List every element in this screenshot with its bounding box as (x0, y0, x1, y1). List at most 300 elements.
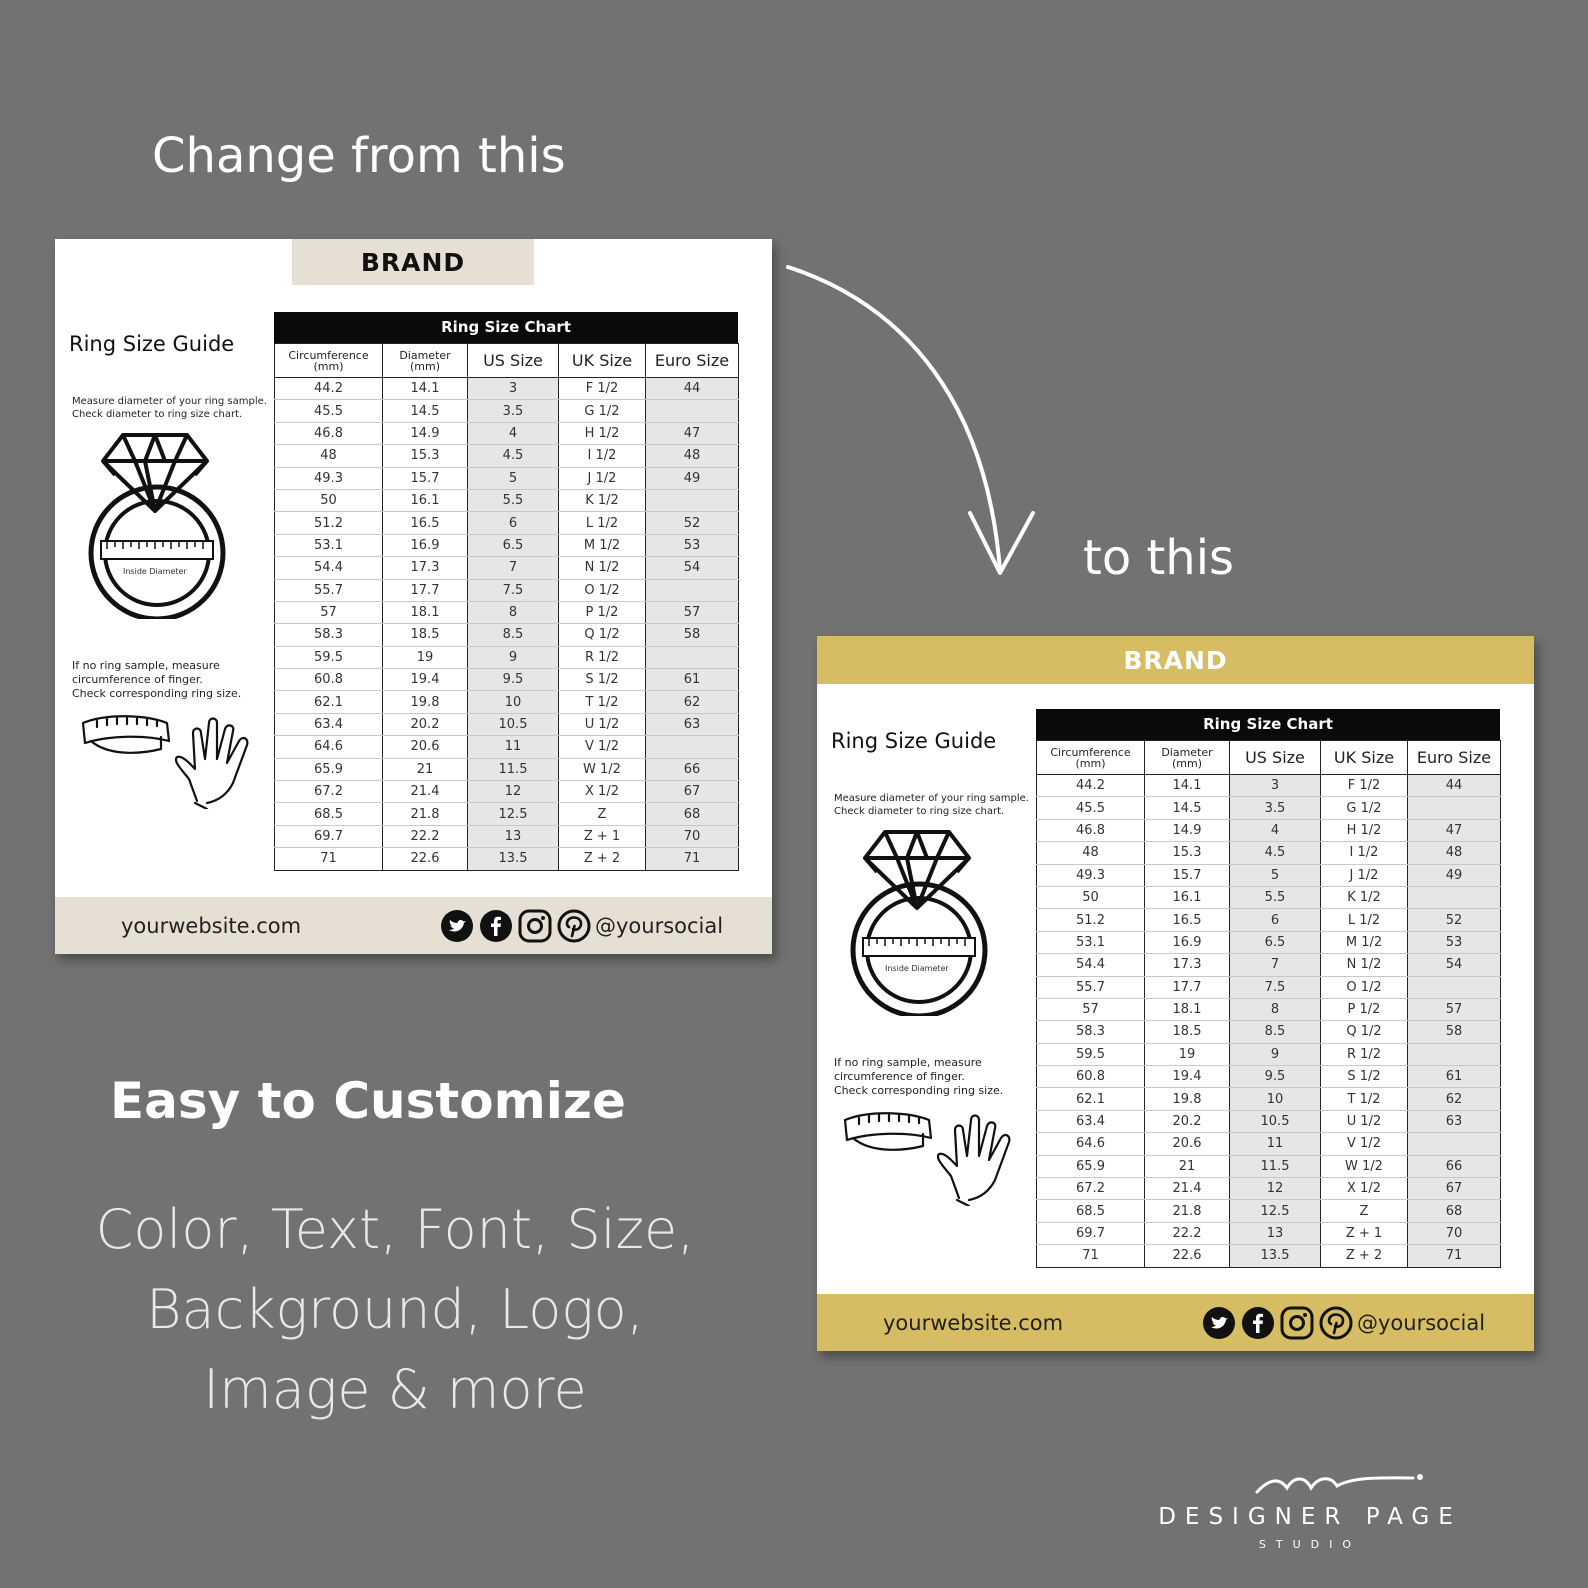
table-cell: V 1/2 (559, 736, 646, 758)
table-row (1037, 1245, 1501, 1267)
table-cell: 13 (468, 825, 559, 847)
column-header-us-size: US Size (468, 344, 559, 378)
table-cell: 17.3 (1145, 954, 1230, 976)
table-cell: 3.5 (1230, 797, 1321, 819)
table-cell: 18.5 (383, 624, 468, 646)
table-cell: R 1/2 (559, 646, 646, 668)
table-row (275, 624, 739, 646)
headline-to: to this (1083, 530, 1235, 586)
ring-size-chart (1036, 709, 1500, 1268)
table-cell: 60.8 (275, 669, 383, 691)
table-cell: 68.5 (275, 803, 383, 825)
feature-line: Color, Text, Font, Size, (95, 1198, 695, 1261)
table-cell: 54.4 (275, 557, 383, 579)
table-cell: 64.6 (275, 736, 383, 758)
table-cell: 3 (468, 378, 559, 400)
table-cell: 9.5 (468, 669, 559, 691)
table-cell: 16.5 (383, 512, 468, 534)
table-cell: 49.3 (1037, 864, 1145, 886)
table-cell: 8 (1230, 998, 1321, 1020)
table-cell: 67 (646, 781, 739, 803)
card-footer (55, 897, 772, 954)
table-cell: 61 (646, 669, 739, 691)
table-cell: F 1/2 (559, 378, 646, 400)
table-cell: 21.4 (383, 781, 468, 803)
logo-name: DESIGNER PAGE (1158, 1504, 1462, 1530)
table-cell: N 1/2 (1321, 954, 1408, 976)
table-cell: 14.5 (1145, 797, 1230, 819)
ring-size-table (274, 343, 739, 871)
table-cell: 15.3 (1145, 842, 1230, 864)
table-row (1037, 775, 1501, 797)
table-cell: 7 (468, 557, 559, 579)
table-cell: 67.2 (275, 781, 383, 803)
table-cell: 10.5 (1230, 1110, 1321, 1132)
pinterest-icon[interactable] (557, 909, 591, 943)
table-cell: 11.5 (468, 758, 559, 780)
table-row (275, 489, 739, 511)
table-cell: 13 (1230, 1222, 1321, 1244)
table-cell: W 1/2 (559, 758, 646, 780)
table-cell: 58.3 (275, 624, 383, 646)
inside-diameter-label: Inside Diameter (885, 964, 949, 973)
table-cell: 20.6 (383, 736, 468, 758)
table-cell: K 1/2 (559, 489, 646, 511)
table-row (275, 736, 739, 758)
table-row (1037, 886, 1501, 908)
measuring-tape-and-hand-icon (839, 1106, 1029, 1206)
table-row (1037, 1155, 1501, 1177)
table-cell: 55.7 (1037, 976, 1145, 998)
instruction-line: Measure diameter of your ring sample. (72, 396, 267, 407)
table-cell: 62 (646, 691, 739, 713)
table-cell: T 1/2 (1321, 1088, 1408, 1110)
table-row (275, 646, 739, 668)
table-cell: Z (559, 803, 646, 825)
table-row (1037, 819, 1501, 841)
table-cell: T 1/2 (559, 691, 646, 713)
table-cell: I 1/2 (1321, 842, 1408, 864)
facebook-icon[interactable] (479, 909, 513, 943)
table-cell (646, 646, 739, 668)
table-cell (646, 400, 739, 422)
table-cell: 3 (1230, 775, 1321, 797)
table-cell: 15.3 (383, 445, 468, 467)
table-row (275, 534, 739, 556)
table-cell: Z + 1 (559, 825, 646, 847)
table-cell: 44 (1408, 775, 1501, 797)
table-cell: 63 (1408, 1110, 1501, 1132)
table-cell: G 1/2 (559, 400, 646, 422)
table-cell: 52 (1408, 909, 1501, 931)
table-cell: 18.1 (383, 601, 468, 623)
table-row (275, 512, 739, 534)
table-cell: 66 (646, 758, 739, 780)
easy-to-customize-heading: Easy to Customize (110, 1072, 626, 1130)
table-cell: 57 (646, 601, 739, 623)
table-cell: 11 (468, 736, 559, 758)
table-cell: 14.9 (1145, 819, 1230, 841)
table-row (1037, 931, 1501, 953)
ring-instructions (834, 792, 1029, 818)
feature-line: Image & more (203, 1358, 587, 1421)
table-cell: 53.1 (1037, 931, 1145, 953)
table-cell: 44.2 (275, 378, 383, 400)
guide-title: Ring Size Guide (831, 729, 997, 753)
feature-line: Background, Logo, (146, 1278, 644, 1341)
table-cell: Q 1/2 (559, 624, 646, 646)
table-cell: 13.5 (1230, 1245, 1321, 1267)
table-cell: 55.7 (275, 579, 383, 601)
table-row (275, 467, 739, 489)
twitter-icon[interactable] (1202, 1306, 1236, 1340)
table-cell: 17.7 (1145, 976, 1230, 998)
table-cell: J 1/2 (1321, 864, 1408, 886)
table-cell: M 1/2 (559, 534, 646, 556)
table-cell: 8.5 (468, 624, 559, 646)
table-cell: L 1/2 (559, 512, 646, 534)
table-cell: 54.4 (1037, 954, 1145, 976)
table-cell: 8.5 (1230, 1021, 1321, 1043)
table-cell: 48 (1037, 842, 1145, 864)
table-cell (646, 579, 739, 601)
table-row (1037, 909, 1501, 931)
table-cell: 67.2 (1037, 1178, 1145, 1200)
table-row (1037, 1222, 1501, 1244)
table-cell: 21 (1145, 1155, 1230, 1177)
column-header-euro-size: Euro Size (646, 344, 739, 378)
table-cell: 13.5 (468, 848, 559, 870)
table-cell (1408, 976, 1501, 998)
table-cell: 71 (1037, 1245, 1145, 1267)
table-cell: 3.5 (468, 400, 559, 422)
table-cell: 22.2 (383, 825, 468, 847)
table-cell: F 1/2 (1321, 775, 1408, 797)
table-cell: H 1/2 (559, 422, 646, 444)
instagram-icon[interactable] (518, 909, 552, 943)
table-cell: 16.1 (1145, 886, 1230, 908)
table-cell (1408, 797, 1501, 819)
table-cell: 67 (1408, 1178, 1501, 1200)
table-cell: 64.6 (1037, 1133, 1145, 1155)
table-cell: 17.7 (383, 579, 468, 601)
table-cell: N 1/2 (559, 557, 646, 579)
table-row (1037, 954, 1501, 976)
table-cell: 16.5 (1145, 909, 1230, 931)
table-cell: J 1/2 (559, 467, 646, 489)
table-cell (646, 489, 739, 511)
chart-title: Ring Size Chart (274, 312, 738, 343)
table-cell: 20.6 (1145, 1133, 1230, 1155)
table-cell: 50 (275, 489, 383, 511)
table-cell: 21 (383, 758, 468, 780)
table-cell: M 1/2 (1321, 931, 1408, 953)
table-row (275, 803, 739, 825)
column-header-diameter: Diameter (mm) (383, 344, 468, 378)
table-cell: 8 (468, 601, 559, 623)
brand-band (292, 239, 534, 285)
table-cell: 50 (1037, 886, 1145, 908)
table-cell: 20.2 (1145, 1110, 1230, 1132)
website-link[interactable]: yourwebsite.com (121, 913, 302, 938)
table-row (275, 422, 739, 444)
column-header-circumference: Circumference (mm) (1037, 741, 1145, 775)
ring-size-card-customized (817, 636, 1534, 1351)
table-cell: 49.3 (275, 467, 383, 489)
table-cell: 53 (646, 534, 739, 556)
table-cell: 63 (646, 713, 739, 735)
table-row (275, 400, 739, 422)
table-cell: 63.4 (1037, 1110, 1145, 1132)
table-cell (1408, 886, 1501, 908)
table-cell: 16.9 (383, 534, 468, 556)
website-link[interactable]: yourwebsite.com (883, 1310, 1064, 1335)
table-row (275, 781, 739, 803)
table-cell: 6 (468, 512, 559, 534)
table-cell: 61 (1408, 1066, 1501, 1088)
table-row (275, 691, 739, 713)
table-cell: 71 (1408, 1245, 1501, 1267)
social-handle[interactable]: @yoursocial (1357, 1310, 1486, 1335)
table-cell: 14.1 (383, 378, 468, 400)
curved-arrow-icon (780, 255, 1060, 585)
table-cell: 58.3 (1037, 1021, 1145, 1043)
table-body (1037, 775, 1501, 1268)
table-cell: O 1/2 (559, 579, 646, 601)
table-cell: 4.5 (1230, 842, 1321, 864)
social-icons (440, 909, 591, 943)
table-cell: H 1/2 (1321, 819, 1408, 841)
table-cell: Q 1/2 (1321, 1021, 1408, 1043)
column-header-us-size: US Size (1230, 741, 1321, 775)
table-cell: 5.5 (1230, 886, 1321, 908)
column-header-uk-size: UK Size (559, 344, 646, 378)
instruction-line: circumference of finger. (72, 673, 203, 686)
table-cell: K 1/2 (1321, 886, 1408, 908)
measuring-tape-and-hand-icon (77, 709, 267, 809)
table-cell: 4.5 (468, 445, 559, 467)
table-cell: 15.7 (383, 467, 468, 489)
table-cell (1408, 1133, 1501, 1155)
table-row (1037, 1021, 1501, 1043)
table-cell: I 1/2 (559, 445, 646, 467)
brand-band (817, 636, 1534, 684)
table-cell: 49 (1408, 864, 1501, 886)
table-cell: 17.3 (383, 557, 468, 579)
table-cell: O 1/2 (1321, 976, 1408, 998)
brand-name: BRAND (1123, 645, 1228, 675)
table-cell: 49 (646, 467, 739, 489)
column-header-euro-size: Euro Size (1408, 741, 1501, 775)
table-cell: 7.5 (468, 579, 559, 601)
table-cell: 14.1 (1145, 775, 1230, 797)
table-cell: 51.2 (1037, 909, 1145, 931)
table-cell: 6.5 (468, 534, 559, 556)
ring-size-card-original (55, 239, 772, 954)
diamond-ring-icon (847, 826, 992, 1016)
table-cell: 70 (646, 825, 739, 847)
table-cell: 11 (1230, 1133, 1321, 1155)
table-cell: L 1/2 (1321, 909, 1408, 931)
table-cell: 12.5 (1230, 1200, 1321, 1222)
table-row (1037, 976, 1501, 998)
table-row (275, 848, 739, 870)
table-cell: 7.5 (1230, 976, 1321, 998)
table-row (1037, 1043, 1501, 1065)
table-cell: P 1/2 (1321, 998, 1408, 1020)
table-cell: 12.5 (468, 803, 559, 825)
headline-from: Change from this (152, 128, 566, 184)
table-cell: X 1/2 (559, 781, 646, 803)
table-cell: 65.9 (1037, 1155, 1145, 1177)
table-cell: 5 (1230, 864, 1321, 886)
table-cell (646, 736, 739, 758)
table-row (1037, 797, 1501, 819)
table-cell: 51.2 (275, 512, 383, 534)
table-cell: 10 (1230, 1088, 1321, 1110)
table-row (275, 758, 739, 780)
table-cell: 15.7 (1145, 864, 1230, 886)
instruction-line: Check corresponding ring size. (834, 1084, 1004, 1097)
table-cell: W 1/2 (1321, 1155, 1408, 1177)
table-cell: 62 (1408, 1088, 1501, 1110)
table-cell: 19 (1145, 1043, 1230, 1065)
facebook-icon[interactable] (1241, 1306, 1275, 1340)
table-cell: 63.4 (275, 713, 383, 735)
table-cell: 57 (1408, 998, 1501, 1020)
column-header-uk-size: UK Size (1321, 741, 1408, 775)
column-header-circumference: Circumference (mm) (275, 344, 383, 378)
inside-diameter-label: Inside Diameter (123, 567, 187, 576)
table-row (1037, 1178, 1501, 1200)
table-row (275, 579, 739, 601)
table-cell: 69.7 (275, 825, 383, 847)
instruction-line: circumference of finger. (834, 1070, 965, 1083)
finger-instructions (834, 1056, 1003, 1098)
table-cell: 71 (275, 848, 383, 870)
instruction-line: If no ring sample, measure (834, 1056, 982, 1069)
table-cell: 47 (646, 422, 739, 444)
signature-swoosh-icon (1195, 1470, 1425, 1500)
ring-size-table (1036, 740, 1501, 1268)
table-cell: 14.5 (383, 400, 468, 422)
chart-title: Ring Size Chart (1036, 709, 1500, 740)
table-cell: 48 (275, 445, 383, 467)
table-cell: S 1/2 (559, 669, 646, 691)
table-cell: 22.6 (383, 848, 468, 870)
table-cell: U 1/2 (1321, 1110, 1408, 1132)
table-cell: 12 (468, 781, 559, 803)
table-cell: 57 (275, 601, 383, 623)
table-row (1037, 1110, 1501, 1132)
table-cell: 21.4 (1145, 1178, 1230, 1200)
table-row (1037, 842, 1501, 864)
table-cell: Z (1321, 1200, 1408, 1222)
guide-title: Ring Size Guide (69, 332, 235, 356)
table-cell: 62.1 (275, 691, 383, 713)
table-cell: 58 (1408, 1021, 1501, 1043)
instagram-icon[interactable] (1280, 1306, 1314, 1340)
table-cell: 18.1 (1145, 998, 1230, 1020)
table-cell: 4 (468, 422, 559, 444)
table-cell: 62.1 (1037, 1088, 1145, 1110)
column-header-diameter: Diameter (mm) (1145, 741, 1230, 775)
designer-page-studio-logo (1150, 1470, 1470, 1551)
table-cell: 4 (1230, 819, 1321, 841)
table-cell: 6.5 (1230, 931, 1321, 953)
table-cell: 10 (468, 691, 559, 713)
table-cell: 46.8 (1037, 819, 1145, 841)
instruction-line: Measure diameter of your ring sample. (834, 793, 1029, 804)
table-cell: 58 (646, 624, 739, 646)
table-cell: 22.6 (1145, 1245, 1230, 1267)
table-row (1037, 1200, 1501, 1222)
table-cell: 70 (1408, 1222, 1501, 1244)
table-cell: 10.5 (468, 713, 559, 735)
table-cell: 6 (1230, 909, 1321, 931)
table-cell: 16.1 (383, 489, 468, 511)
table-cell: 21.8 (383, 803, 468, 825)
table-cell: 19 (383, 646, 468, 668)
table-cell: 48 (1408, 842, 1501, 864)
table-row (275, 669, 739, 691)
table-row (275, 825, 739, 847)
table-cell: U 1/2 (559, 713, 646, 735)
table-cell: 68 (1408, 1200, 1501, 1222)
table-row (275, 557, 739, 579)
table-cell: R 1/2 (1321, 1043, 1408, 1065)
table-cell: 66 (1408, 1155, 1501, 1177)
instruction-line: If no ring sample, measure (72, 659, 220, 672)
table-cell: 53 (1408, 931, 1501, 953)
table-cell: 14.9 (383, 422, 468, 444)
social-handle[interactable]: @yoursocial (595, 913, 724, 938)
feature-list (40, 1190, 750, 1430)
diamond-ring-icon (85, 429, 230, 619)
instruction-line: Check diameter to ring size chart. (834, 806, 1005, 817)
ring-size-chart (274, 312, 738, 871)
table-cell: 54 (646, 557, 739, 579)
table-cell: 19.4 (383, 669, 468, 691)
pinterest-icon[interactable] (1319, 1306, 1353, 1340)
table-row (275, 445, 739, 467)
table-cell: 48 (646, 445, 739, 467)
table-cell: Z + 2 (1321, 1245, 1408, 1267)
table-cell: 54 (1408, 954, 1501, 976)
table-cell: 7 (1230, 954, 1321, 976)
table-cell: 9.5 (1230, 1066, 1321, 1088)
table-cell: 5.5 (468, 489, 559, 511)
finger-instructions (72, 659, 241, 701)
table-cell: 44.2 (1037, 775, 1145, 797)
table-cell: V 1/2 (1321, 1133, 1408, 1155)
table-row (1037, 1133, 1501, 1155)
table-cell: Z + 2 (559, 848, 646, 870)
instruction-line: Check diameter to ring size chart. (72, 409, 243, 420)
ring-instructions (72, 395, 267, 421)
card-footer (817, 1294, 1534, 1351)
table-cell: 19.8 (1145, 1088, 1230, 1110)
table-cell: 59.5 (1037, 1043, 1145, 1065)
table-cell: P 1/2 (559, 601, 646, 623)
table-cell: 46.8 (275, 422, 383, 444)
table-cell: 20.2 (383, 713, 468, 735)
table-row (1037, 864, 1501, 886)
table-cell: 44 (646, 378, 739, 400)
twitter-icon[interactable] (440, 909, 474, 943)
instruction-line: Check corresponding ring size. (72, 687, 242, 700)
table-cell: 47 (1408, 819, 1501, 841)
